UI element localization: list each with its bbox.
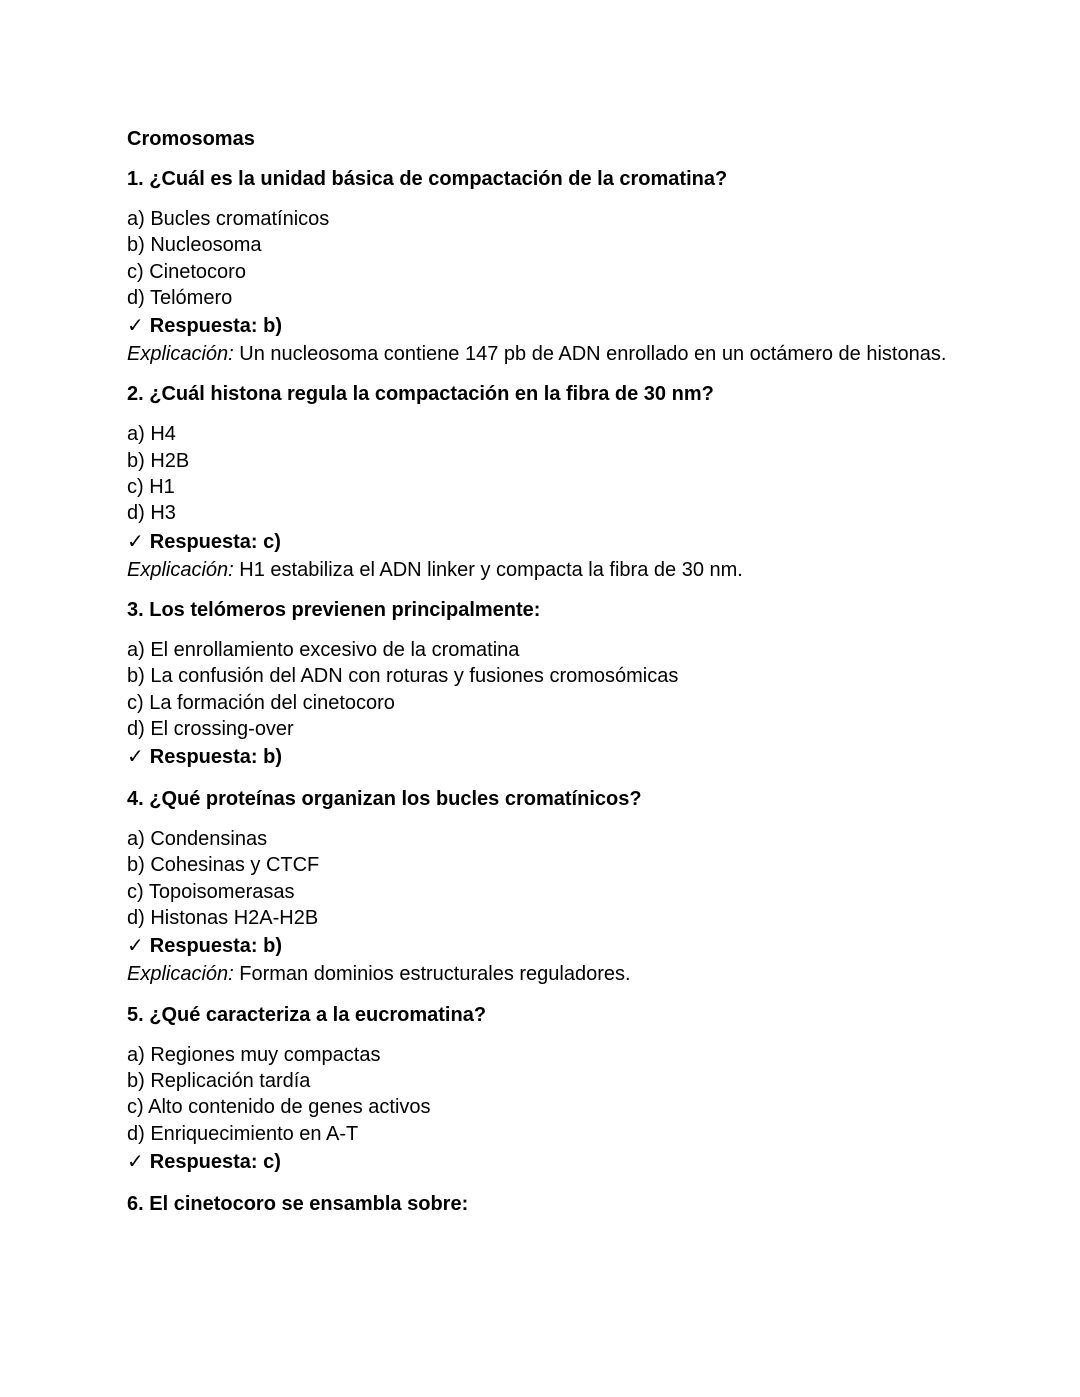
option-d: d) H3	[127, 502, 176, 525]
option-d: d) El crossing-over	[127, 717, 294, 740]
option-a: a) Bucles cromatínicos	[127, 208, 330, 230]
question-title: 6. El cinetocoro se ensambla sobre:	[127, 1192, 469, 1215]
option-c: c) Topoisomerasas	[127, 880, 295, 903]
option-list	[127, 637, 947, 742]
answer-line	[127, 931, 947, 961]
answer-line	[127, 742, 947, 772]
explanation-label: Explicación:	[127, 963, 234, 986]
question-3	[127, 597, 947, 772]
answer-line	[127, 1147, 947, 1177]
question-6	[127, 1191, 947, 1217]
option-a: a) Regiones muy compactas	[127, 1043, 381, 1066]
answer-text: Respuesta: c)	[149, 530, 281, 553]
question-1	[127, 166, 947, 367]
explanation-text: Forman dominios estructurales reguladores.	[233, 963, 631, 986]
explanation-text: H1 estabiliza el ADN linker y compacta la fibra de 30 nm.	[233, 558, 743, 581]
question-title: 4. ¿Qué proteínas organizan los bucles cromatínicos?	[127, 788, 642, 811]
check-mark-icon: ✓	[127, 530, 144, 553]
explanation	[127, 961, 947, 987]
explanation	[127, 557, 947, 583]
option-a: a) El enrollamiento excesivo de la cromatina	[127, 638, 520, 661]
option-a: a) H4	[127, 423, 176, 446]
option-c: c) H1	[127, 476, 175, 499]
document-page	[127, 126, 947, 1231]
option-c: c) Alto contenido de genes activos	[127, 1096, 431, 1119]
explanation-label: Explicación:	[127, 343, 234, 366]
answer-text: Respuesta: b)	[149, 746, 283, 769]
check-mark-icon: ✓	[127, 1150, 144, 1173]
option-d: d) Enriquecimiento en A-T	[127, 1122, 359, 1145]
check-mark-icon: ✓	[127, 315, 144, 338]
option-list	[127, 826, 947, 931]
question-title: 1. ¿Cuál es la unidad básica de compactación de la cromatina?	[127, 168, 728, 190]
question-5	[127, 1002, 947, 1177]
explanation	[127, 341, 947, 367]
option-b: b) Nucleosoma	[127, 234, 262, 257]
option-a: a) Condensinas	[127, 828, 268, 851]
document-title: Cromosomas	[127, 128, 255, 150]
option-list	[127, 206, 947, 311]
option-b: b) La confusión del ADN con roturas y fusiones cromosómicas	[127, 665, 679, 688]
question-title: 2. ¿Cuál histona regula la compactación en la fibra de 30 nm?	[127, 383, 714, 406]
option-c: c) La formación del cinetocoro	[127, 691, 395, 714]
option-b: b) Cohesinas y CTCF	[127, 854, 320, 877]
answer-text: Respuesta: b)	[149, 315, 283, 338]
answer-text: Respuesta: b)	[149, 935, 283, 958]
question-title: 3. Los telómeros previenen principalmente:	[127, 598, 541, 621]
option-c: c) Cinetocoro	[127, 260, 246, 283]
answer-line	[127, 311, 947, 341]
option-list	[127, 1042, 947, 1147]
option-d: d) Telómero	[127, 286, 233, 309]
explanation-text: Un nucleosoma contiene 147 pb de ADN enrollado en un octámero de histonas.	[233, 343, 947, 366]
explanation-label: Explicación:	[127, 558, 234, 581]
question-title: 5. ¿Qué caracteriza a la eucromatina?	[127, 1003, 487, 1026]
check-mark-icon: ✓	[127, 746, 144, 769]
option-d: d) Histonas H2A-H2B	[127, 907, 319, 930]
question-2	[127, 381, 947, 582]
answer-text: Respuesta: c)	[149, 1150, 281, 1173]
option-b: b) Replicación tardía	[127, 1069, 311, 1092]
option-list	[127, 421, 947, 526]
answer-line	[127, 527, 947, 557]
option-b: b) H2B	[127, 449, 190, 472]
question-4	[127, 786, 947, 987]
check-mark-icon: ✓	[127, 935, 144, 958]
